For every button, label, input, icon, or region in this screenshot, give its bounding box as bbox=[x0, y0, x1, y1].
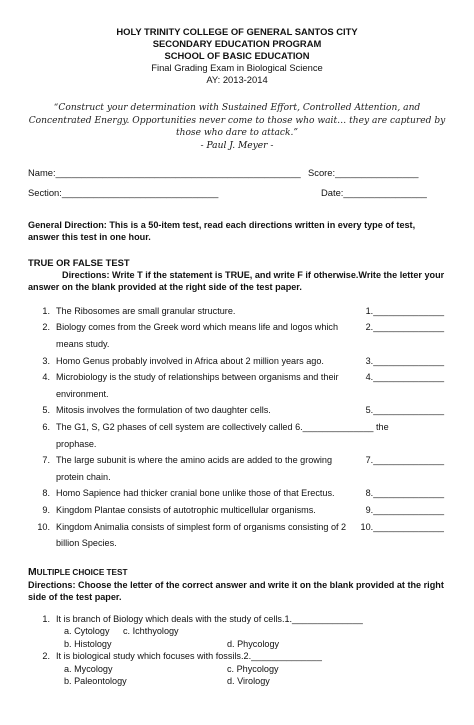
academic-year: AY: 2013-2014 bbox=[206, 74, 268, 85]
choice-row bbox=[56, 638, 446, 651]
question-text: It is biological study which focuses with fossils.2.______________ bbox=[56, 651, 322, 662]
multiple-choice-list bbox=[28, 613, 446, 688]
quote-author: - Paul J. Meyer - bbox=[200, 140, 274, 151]
list-item: 5. Mitosis involves the formulation of two daughter cells. 5.______________ bbox=[28, 402, 446, 419]
name-field[interactable]: Name:_______________________________________________ bbox=[28, 166, 301, 178]
answer-blank[interactable]: 4.______________ bbox=[365, 372, 444, 383]
section-date-row bbox=[28, 187, 446, 201]
exam-header bbox=[28, 26, 446, 86]
answer-blank[interactable]: 5.______________ bbox=[365, 405, 444, 416]
list-item: 3. Homo Genus probably involved in Africa about 2 million years ago. 3.______________ bbox=[28, 353, 446, 370]
date-field[interactable]: Date:________________ bbox=[321, 186, 427, 198]
list-item: 10. Kingdom Animalia consists of simplest form of organisms consisting of 2 billion Species. 10.______________ bbox=[28, 519, 446, 552]
choice-option[interactable]: a. Cytology bbox=[64, 626, 110, 637]
program-name: SECONDARY EDUCATION PROGRAM bbox=[152, 38, 322, 49]
true-false-title: TRUE OR FALSE TEST bbox=[28, 256, 130, 268]
choice-row bbox=[56, 625, 446, 638]
choice-option[interactable]: b. Paleontology bbox=[64, 676, 127, 687]
true-false-directions: Directions: Write T if the statement is TRUE, and write F if otherwise.Write the letter your answer on the blank provided at the right side of the test paper. bbox=[28, 269, 445, 292]
score-field[interactable]: Score:________________ bbox=[308, 166, 419, 178]
choice-row bbox=[56, 663, 446, 676]
answer-blank[interactable]: 3.______________ bbox=[365, 355, 444, 366]
motivational-quote: “Construct your determination with Sustained Effort, Controlled Attention, and Concentrated Energy. Opportunities never come to those who wait… they are captured by those who dare to attack.” bbox=[28, 103, 446, 139]
choice-option[interactable]: a. Mycology bbox=[64, 663, 113, 674]
choice-option[interactable]: d. Virology bbox=[227, 676, 270, 687]
list-item: 2. It is biological study which focuses with fossils.2.______________ a. Mycology c. Phycology b. Paleontology d. Virology bbox=[28, 650, 446, 688]
list-item: 1. The Ribosomes are small granular structure. 1.______________ bbox=[28, 303, 446, 320]
name-score-row bbox=[28, 167, 446, 181]
department-name: SCHOOL OF BASIC EDUCATION bbox=[164, 50, 310, 61]
multiple-choice-title: MULTIPLE CHOICE TEST bbox=[28, 566, 128, 578]
school-name: HOLY TRINITY COLLEGE OF GENERAL SANTOS CITY bbox=[116, 26, 358, 37]
multiple-choice-directions: Directions: Choose the letter of the correct answer and write it on the blank provided at the right side of the test paper. bbox=[28, 579, 444, 602]
exam-title: Final Grading Exam in Biological Science bbox=[151, 62, 323, 73]
answer-blank[interactable]: 10.______________ bbox=[360, 521, 444, 532]
answer-blank[interactable]: 7.______________ bbox=[365, 455, 444, 466]
section-field[interactable]: Section:______________________________ bbox=[28, 186, 219, 198]
list-item: 1. It is branch of Biology which deals with the study of cells.1.______________ a. Cytology c. Ichthyology b. Histology d. Phycology bbox=[28, 613, 446, 651]
choice-option[interactable]: d. Phycology bbox=[227, 638, 280, 649]
answer-blank[interactable]: 8.______________ bbox=[365, 488, 444, 499]
true-false-list bbox=[28, 303, 446, 552]
choice-option[interactable]: c. Phycology bbox=[227, 663, 279, 674]
list-item: 7. The large subunit is where the amino acids are added to the growing protein chain. 7.______________ bbox=[28, 452, 446, 485]
choice-option[interactable]: c. Ichthyology bbox=[123, 626, 179, 637]
question-text: It is branch of Biology which deals with the study of cells.1.______________ bbox=[56, 613, 363, 624]
choice-option[interactable]: b. Histology bbox=[64, 638, 112, 649]
answer-blank[interactable]: 1.______________ bbox=[365, 305, 444, 316]
general-direction: General Direction: This is a 50-item test, read each directions written in every type of test, answer this test in one hour. bbox=[28, 219, 416, 242]
answer-blank[interactable]: 2.______________ bbox=[365, 322, 444, 333]
list-item: 2. Biology comes from the Greek word which means life and logos which means study. 2.______________ bbox=[28, 319, 446, 352]
list-item: 8. Homo Sapience had thicker cranial bone unlike those of that Erectus. 8.______________ bbox=[28, 485, 446, 502]
choice-row bbox=[56, 675, 446, 688]
list-item: 6. The G1, S, G2 phases of cell system are collectively called 6.______________ the prophase. bbox=[42, 421, 389, 449]
list-item: 9. Kingdom Plantae consists of autotrophic multicellular organisms. 9.______________ bbox=[28, 502, 446, 519]
answer-blank[interactable]: 9.______________ bbox=[365, 504, 444, 515]
list-item: 4. Microbiology is the study of relationships between organisms and their environment. 4.______________ bbox=[28, 369, 446, 402]
